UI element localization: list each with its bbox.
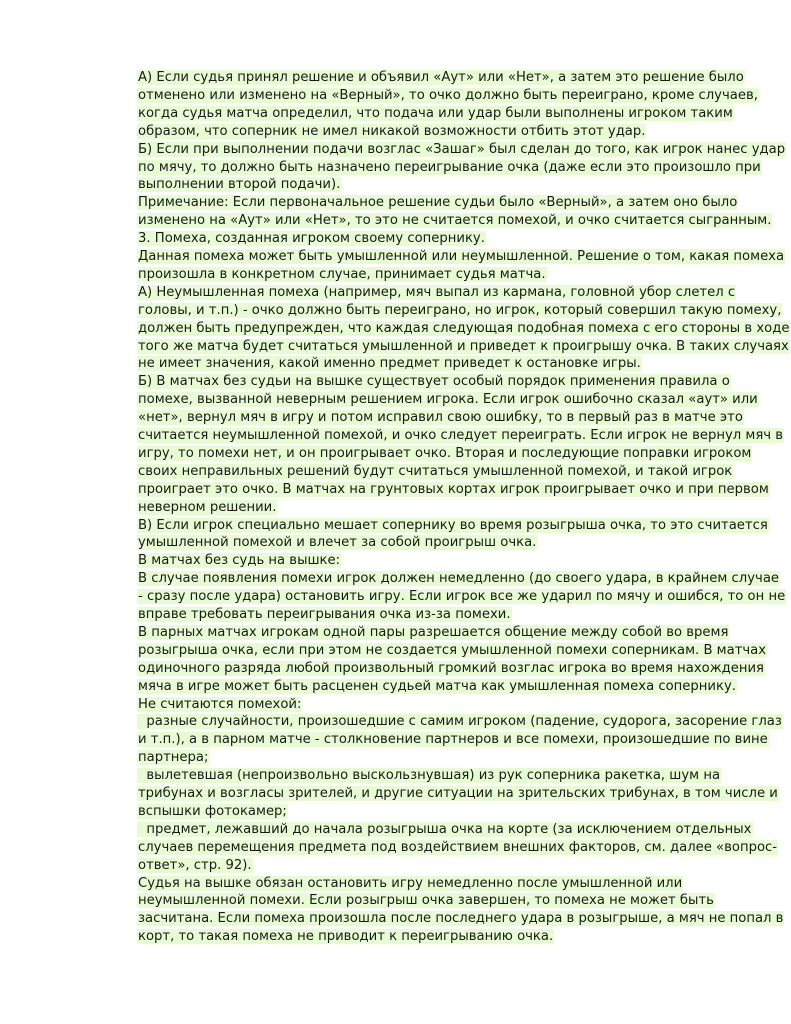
text-line [137, 69, 745, 87]
text-line [137, 391, 759, 409]
highlighted-text: умышленной помехой и влечет за собой проигрыш очка. [138, 535, 537, 551]
highlighted-text: корт, то такая помеха не приводит к переигрыванию очка. [138, 929, 554, 945]
text-line [137, 892, 715, 910]
highlighted-text: В) Если игрок специально мешает сопернику во время розыгрыша очка, то это считается [138, 517, 768, 533]
text-line [137, 123, 646, 141]
text-line [137, 320, 790, 338]
text-line [137, 570, 780, 588]
highlighted-text: вправе требовать переигрывания очка из-за помехи. [138, 607, 511, 622]
text-line [137, 821, 753, 839]
text-line [137, 463, 733, 481]
highlighted-text: засчитана. Если помеха произошла после последнего удара в розыгрыше, а мяч не попал в [138, 911, 784, 927]
highlighted-text: Примечание: Если первоначальное решение судьи было «Верный», а затем оно было [138, 195, 738, 211]
text-line [137, 355, 642, 373]
text-line [137, 284, 736, 302]
highlighted-text: «нет», вернул мяч в игру и потом исправил свою ошибку, то в первый раз в матче это [138, 410, 743, 426]
text-line [137, 159, 762, 177]
highlighted-text: - сразу после удара) остановить игру. Если игрок все же ударил по мячу и ошибся, то он не [138, 589, 786, 605]
highlighted-text: неверном решении. [138, 499, 277, 515]
highlighted-text: трибунах и возгласы зрителей, и другие ситуации на зрительских трибунах, в том числе и [138, 786, 778, 801]
text-line [137, 785, 779, 803]
highlighted-text: помехе, вызванной неверным решением игрока. Если игрок ошибочно сказал «аут» или [138, 392, 758, 408]
text-line [137, 427, 784, 445]
highlighted-text: Данная помеха может быть умышленной или неумышленной. Решение о том, какая помеха [138, 249, 785, 264]
highlighted-text: образом, что соперник не имел никакой возможности отбить этот удар. [138, 123, 646, 139]
highlighted-text: Не считаются помехой: [138, 696, 302, 712]
text-line [137, 624, 729, 642]
text-line [137, 338, 790, 356]
highlighted-text: мяча в игре может быть расценен судьей матча как умышленная помеха сопернику. [138, 678, 736, 694]
text-line [137, 373, 731, 391]
text-line [137, 266, 547, 284]
highlighted-text: ответ», стр. 92). [138, 857, 252, 873]
text-line [137, 839, 778, 857]
text-line [137, 606, 512, 624]
highlighted-text: разные случайности, произошедшие с самим игроком (падение, судорога, засорение глаз [138, 714, 782, 730]
text-line [137, 767, 721, 785]
text-line [137, 105, 734, 123]
highlighted-text: В случае появления помехи игрок должен немедленно (до своего удара, в крайнем случае [138, 571, 780, 587]
text-line [137, 642, 767, 660]
text-line [137, 749, 209, 767]
highlighted-text: изменено на «Аут» или «Нет», то это не считается помехой, и очко считается сыгранным. [138, 213, 772, 229]
highlighted-text: головы, и т.п.) - очко должно быть переиграно, но игрок, который совершил такую помеху, [138, 302, 782, 318]
text-line [137, 803, 288, 821]
highlighted-text: не имеет значения, какой именно предмет приведет к остановке игры. [138, 356, 641, 372]
highlighted-text: предмет, лежавший до начала розыгрыша очка на корте (за исключением отдельных [138, 821, 752, 837]
highlighted-text: и т.п.), а в парном матче - столкновение партнеров и все помехи, произошедшие по вине [138, 732, 768, 748]
highlighted-text: того же матча будет считаться умышленной и приведет к проигрышу очка. В таких случаях [138, 338, 789, 354]
highlighted-text: розыгрыша очка, если при этом не создается умышленной помехи соперникам. В матчах [138, 642, 767, 658]
highlighted-text: считается неумышленной помехой, и очко следует переиграть. Если игрок не вернул мяч в [138, 428, 784, 443]
highlighted-text: выполнении второй подачи). [138, 177, 341, 193]
highlighted-text: игру, то помехи нет, и он проигрывает очко. Вторая и последующие поправки игроком [138, 445, 752, 461]
text-line [137, 713, 783, 731]
highlighted-text: 3. Помеха, созданная игроком своему сопернику. [138, 231, 485, 247]
text-line [137, 910, 784, 928]
text-line [137, 928, 554, 946]
highlighted-text: отменено или изменено на «Верный», то очко должно быть переиграно, кроме случаев, [138, 87, 758, 103]
text-line [137, 409, 744, 427]
text-line [137, 87, 759, 105]
text-line [137, 552, 341, 570]
text-line [137, 176, 341, 194]
text-line [137, 875, 683, 893]
highlighted-text: В матчах без судь на вышке: [138, 553, 341, 569]
highlighted-text: своих неправильных решений будут считаться умышленной помехой, и такой игрок [138, 463, 733, 479]
highlighted-text: Судья на вышке обязан остановить игру немедленно после умышленной или [138, 875, 683, 891]
highlighted-text: одиночного разряда любой произвольный громкий возглас игрока во время нахождения [138, 660, 764, 676]
text-line [137, 696, 302, 714]
highlighted-text: А) Неумышленная помеха (например, мяч выпал из кармана, головной убор слетел с [138, 284, 736, 300]
highlighted-text: произошла в конкретном случае, принимает судья матча. [138, 266, 546, 282]
text-line [137, 302, 782, 320]
highlighted-text: А) Если судья принял решение и объявил «Аут» или «Нет», а затем это решение было [138, 70, 744, 85]
highlighted-text: партнера; [138, 750, 209, 766]
text-line [137, 194, 738, 212]
text-line [137, 588, 786, 606]
text-line [137, 499, 277, 517]
highlighted-text: Б) В матчах без судьи на вышке существует особый порядок применения правила о [138, 374, 730, 390]
text-line [137, 230, 486, 248]
highlighted-text: Б) Если при выполнении подачи возглас «Зашаг» был сделан до того, как игрок нанес удар [138, 141, 786, 157]
highlighted-text: вспышки фотокамер; [138, 803, 287, 819]
text-line [137, 481, 770, 499]
highlighted-text: должен быть предупрежден, что каждая следующая подобная помеха с его стороны в ходе [138, 320, 790, 336]
highlighted-text: по мячу, то должно быть назначено переигрывание очка (даже если это произошло при [138, 159, 761, 175]
text-line [137, 517, 769, 535]
highlighted-text: вылетевшая (непроизвольно выскользнувшая) из рук соперника ракетка, шум на [138, 768, 721, 784]
text-line [137, 660, 765, 678]
text-line [137, 678, 737, 696]
text-line [137, 141, 786, 159]
text-line [137, 534, 537, 552]
highlighted-text: проиграет это очко. В матчах на грунтовых кортах игрок проигрывает очко и при первом [138, 481, 769, 497]
highlighted-text: неумышленной помехи. Если розыгрыш очка завершен, то помеха не может быть [138, 893, 714, 909]
text-line [137, 731, 769, 749]
text-line [137, 445, 752, 463]
text-line [137, 857, 253, 875]
text-line [137, 248, 785, 266]
highlighted-text: случаев перемещения предмета под воздействием внешних факторов, см. далее «вопрос- [138, 839, 778, 855]
text-line [137, 212, 772, 230]
highlighted-text: В парных матчах игрокам одной пары разрешается общение между собой во время [138, 624, 729, 640]
highlighted-text: когда судья матча определил, что подача или удар были выполнены игроком таким [138, 105, 733, 121]
